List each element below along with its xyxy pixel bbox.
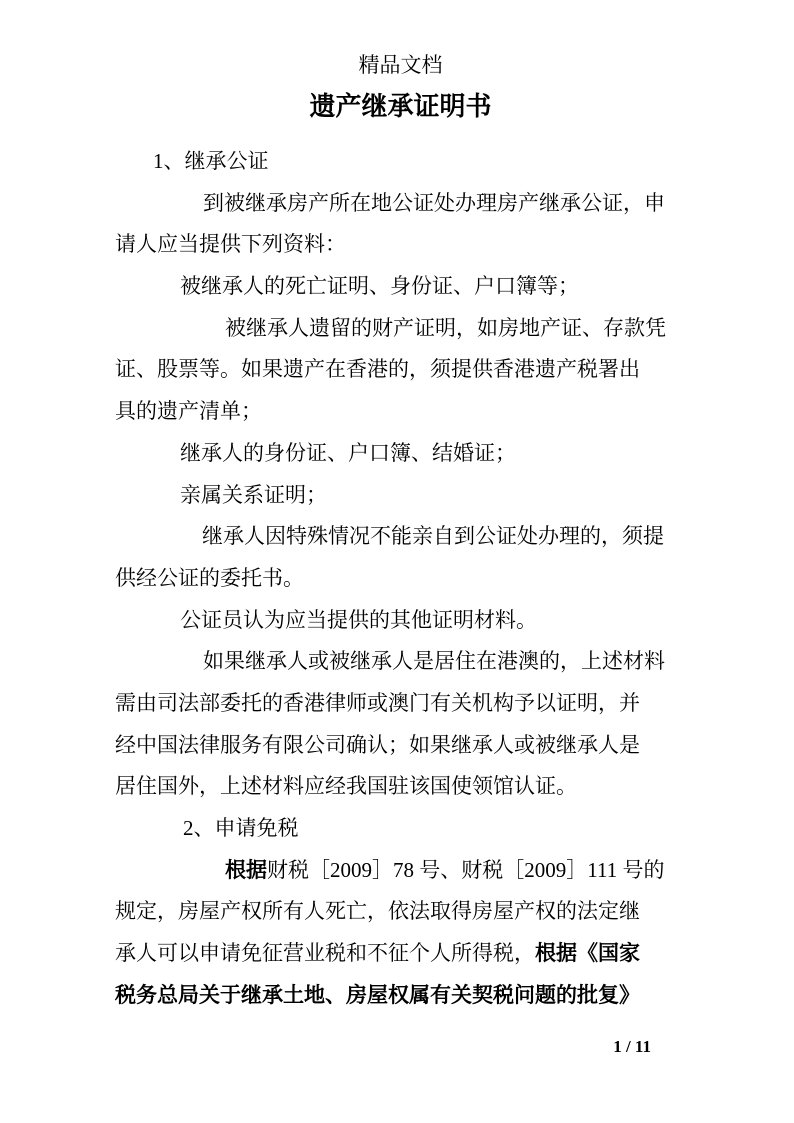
- text-segment: 继承人的身份证、户口簿、结婚证；: [180, 440, 516, 465]
- text-segment: 根据《国家: [535, 941, 640, 966]
- text-line: [115, 725, 690, 767]
- text-line: [115, 516, 690, 558]
- document-title: 遗产继承证明书: [309, 92, 492, 121]
- text-segment: 被继承人的死亡证明、身份证、户口簿等；: [180, 274, 579, 299]
- text-line: [115, 141, 690, 183]
- text-line: [115, 349, 690, 391]
- header-watermark: 精品文档: [358, 53, 443, 77]
- text-segment: 如果继承人或被继承人是居住在港澳的，上述材料: [203, 649, 665, 674]
- text-line: [115, 391, 690, 433]
- text-segment: 继承人因特殊情况不能亲自到公证处办理的，须提: [202, 524, 664, 549]
- text-line: [115, 183, 690, 225]
- text-segment: 居住国外，上述材料应经我国驻该国使领馆认证。: [115, 774, 577, 799]
- text-line: [115, 933, 690, 975]
- text-line: [115, 808, 690, 850]
- page-number: 1 / 11: [613, 1037, 651, 1056]
- text-line: [115, 766, 690, 808]
- text-line: [115, 475, 690, 517]
- text-line: [115, 891, 690, 933]
- text-line: [115, 600, 690, 642]
- text-line: [115, 558, 690, 600]
- text-segment: 税务总局关于继承土地、房屋权属有关契税问题的批复》: [115, 982, 640, 1007]
- text-line: [115, 266, 690, 308]
- text-line: [115, 683, 690, 725]
- text-segment: 经中国法律服务有限公司确认；如果继承人或被继承人是: [115, 732, 640, 757]
- text-segment: 承人可以申请免征营业税和不征个人所得税，: [115, 941, 535, 966]
- text-line: [115, 224, 690, 266]
- text-line: [115, 641, 690, 683]
- text-segment: 具的遗产清单；: [115, 399, 262, 424]
- text-segment: 规定，房屋产权所有人死亡，依法取得房屋产权的法定继: [115, 899, 640, 924]
- text-segment: 根据: [225, 857, 267, 882]
- text-line: [115, 308, 690, 350]
- text-segment: 供经公证的委托书。: [115, 565, 304, 590]
- text-line: [115, 850, 690, 892]
- text-segment: 请人应当提供下列资料：: [115, 232, 346, 257]
- text-segment: 被继承人遗留的财产证明，如房地产证、存款凭: [225, 315, 666, 340]
- text-line: [115, 975, 690, 1017]
- text-segment: 公证员认为应当提供的其他证明材料。: [180, 607, 537, 632]
- text-segment: 2、申请免税: [183, 816, 299, 840]
- text-segment: 亲属关系证明；: [180, 482, 327, 507]
- text-segment: 到被继承房产所在地公证处办理房产继承公证，申: [203, 190, 665, 215]
- text-segment: 财税［2009］78 号、财税［2009］111 号的: [267, 857, 665, 882]
- text-segment: 证、股票等。如果遗产在香港的，须提供香港遗产税署出: [115, 357, 640, 382]
- text-segment: 需由司法部委托的香港律师或澳门有关机构予以证明，并: [115, 690, 640, 715]
- document-body-text: [115, 141, 690, 1016]
- text-line: [115, 433, 690, 475]
- text-segment: 1、继承公证: [153, 149, 269, 173]
